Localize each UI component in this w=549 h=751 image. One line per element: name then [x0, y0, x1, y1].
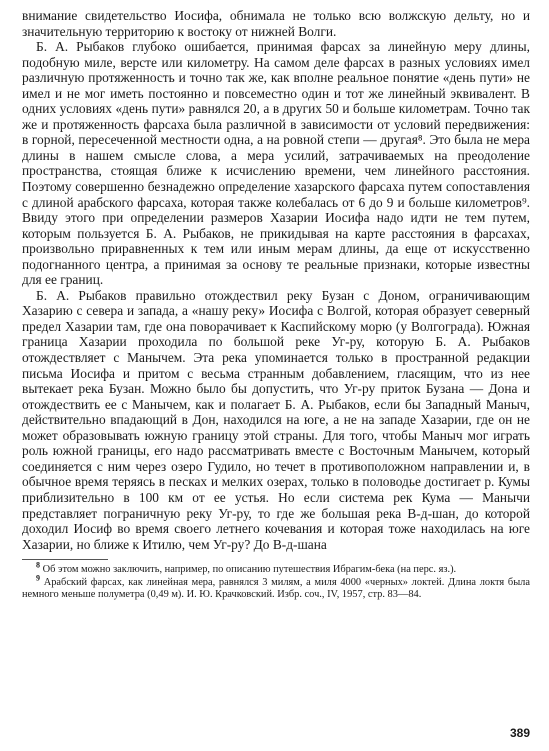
paragraph-rivers: Б. А. Рыбаков правильно отождествил реку Бузан с Доном, ограничивающим Хазарию с севера и запада, а «нашу реку» Иосифа с Волгой, которая образует северный предел Хазарии там, где она поворачивает к Каспийскому морю (у Волгограда). Южная граница Хазарии проходила по большой реке Уг-ру, которую Б. А. Рыбаков отождествляет с Манычем. Эта река упоминается только в пространной редакции письма Иосифа и притом с весьма странным добавлением, гласящим, что из нее вытекает река Бузан. Можно было бы допустить, что Уг-ру приток Бузана — Дона и отождествить ее с Манычем, как и полагает Б. А. Рыбаков, если бы Западный Маныч, действительно впадающий в Дон, находился на юге, а не на западе Хазарии, где он не может образовывать южную границу этой страны. Для того, чтобы Маныч мог играть роль южной границы, его надо рассматривать вместе с Восточным Манычем, который соединяется с ним через озеро Гудило, но течет в противоположном направлении и, в обычное время теряясь в песках и мелких озерах, только в половодье достигает р. Кумы приблизительно в 100 км от ее устья. Но если система рек Кума — Манычи представляет пограничную реку Уг-ру, то где же большая река В-д-шан, до которой доходил Иосиф во время своего летнего кочевания и которая тоже находилась на юге Хазарии, но ближе к Итилю, чем Уг-ру? До В-д-шана	[22, 287, 530, 552]
footnote-divider	[22, 559, 108, 560]
footnote-8	[22, 560, 530, 576]
paragraph-continuation: внимание свидетельство Иосифа, обнимала не только всю волжскую дельту, но и значительную территорию к востоку от нижней Волги.	[22, 8, 530, 39]
footnote-text: Об этом можно заключить, например, по описанию путешествия Ибрагим-бека (на перс. яз.).	[42, 564, 457, 576]
footnote-mark: 9	[36, 573, 40, 583]
paragraph-farsakh: Б. А. Рыбаков глубоко ошибается, принимая фарсах за линейную меру длины, подобную миле, версте или километру. На самом деле фарсах в разных условиях имел различную протяженность и точно так же, как вполне реальное понятие «день пути» не имел и не мог иметь постоянно и повсеместно один и тот же линейный эквивалент. В одних условиях «день пути» равнялся 20, а в других 50 и больше километрам. Точно так же и протяженность фарсаха была различной в зависимости от условий передвижения: в горной, пересеченной местности одна, а на ровной степи — другая⁸. Это была не мера длины в нашем смысле слова, а мера усилий, затрачиваемых на преодоление пространства, стоящая ближе к исчислению времени, чем линейного расстояния. Поэтому совершенно безнадежно определение хазарского фарсаха путем сопоставления с длиной арабского фарсаха, которая также колебалась от 6 до 9 и больше километров⁹. Ввиду этого при определении размеров Хазарии Иосифа надо идти не тем путем, которым пользуется Б. А. Рыбаков, не прикидывая на карте расстояния в фарсахах, произвольно приравненных к тем или иным мерам длины, да еще от искусственно подогнанного центра, а принимая за основу те реальные признаки, которые известны для ее границ.	[22, 39, 530, 288]
page-number: 389	[509, 726, 530, 740]
footnote-9	[22, 573, 530, 602]
main-text	[22, 8, 530, 552]
footnote-mark: 8	[36, 560, 40, 570]
footnote-text: Арабский фарсах, как линейная мера, равнялся 3 милям, а миля 4000 «черных» локтей. Длина локтя была немного меньше полуметра (0,49 м). И. Ю. Крачковский. Избр. соч., IV, 1957, стр. 83—84.	[22, 576, 530, 600]
footnotes	[22, 560, 530, 601]
book-page	[22, 8, 530, 743]
